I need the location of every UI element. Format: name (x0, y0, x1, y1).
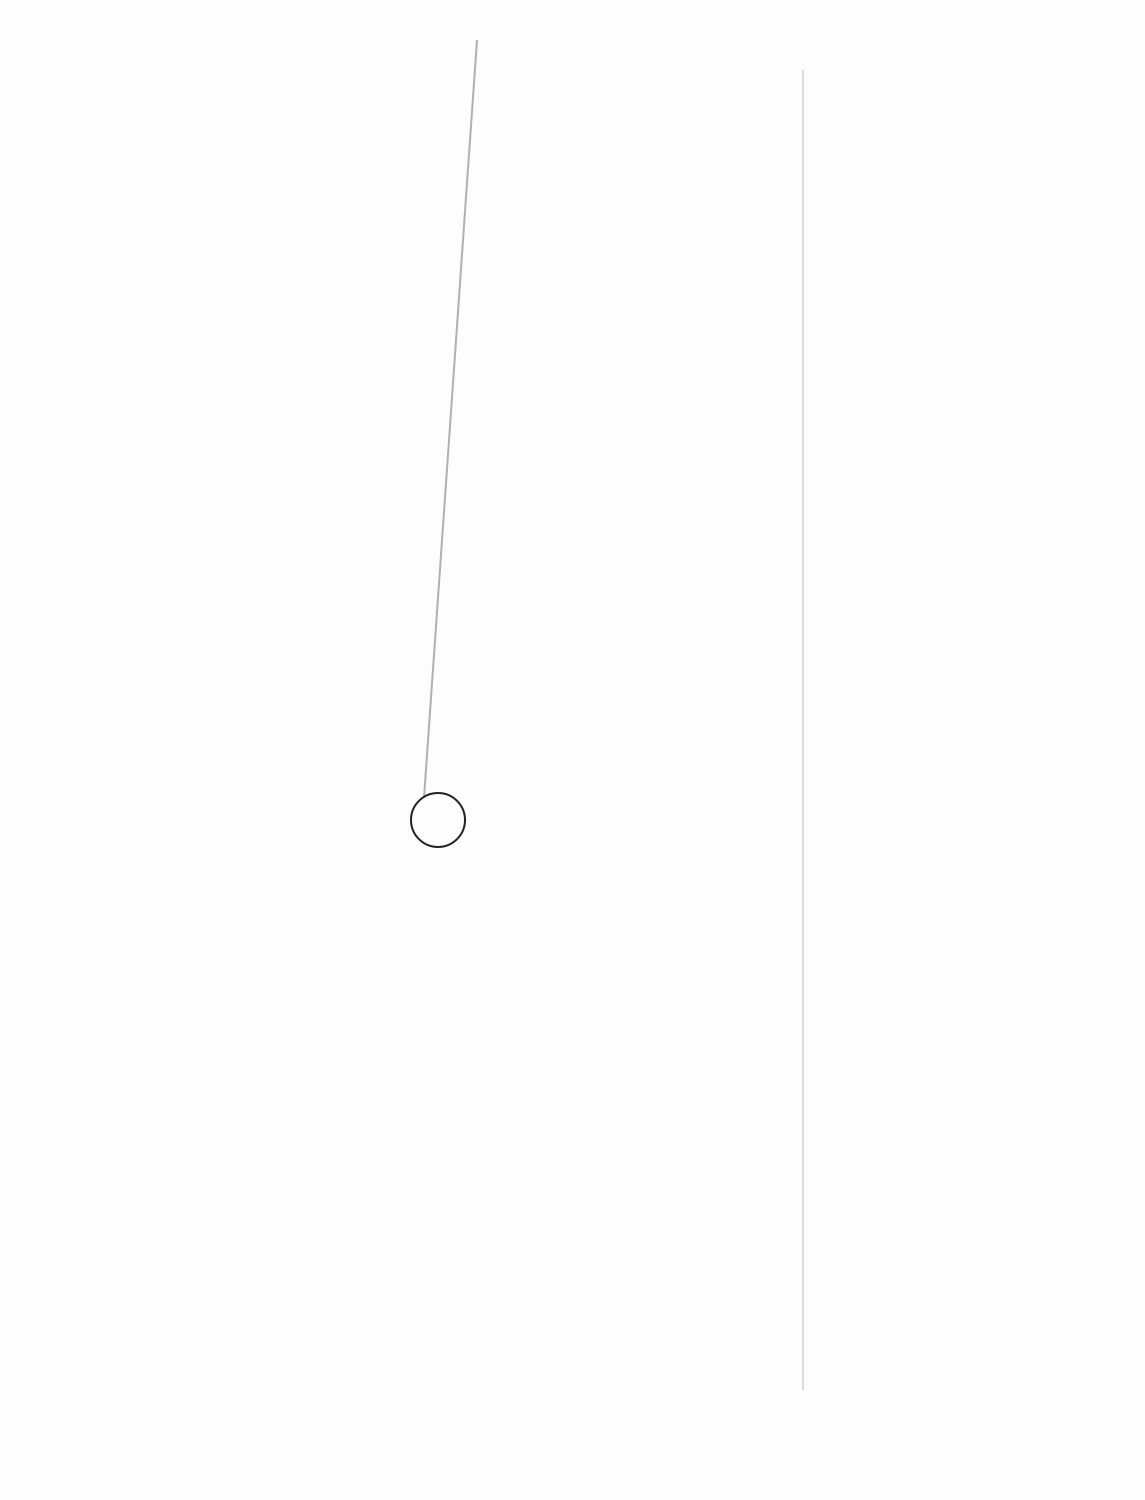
fold-line (802, 70, 804, 1390)
section-heading (300, 790, 940, 850)
fold-line (423, 40, 478, 798)
section-number-circle (410, 792, 466, 848)
